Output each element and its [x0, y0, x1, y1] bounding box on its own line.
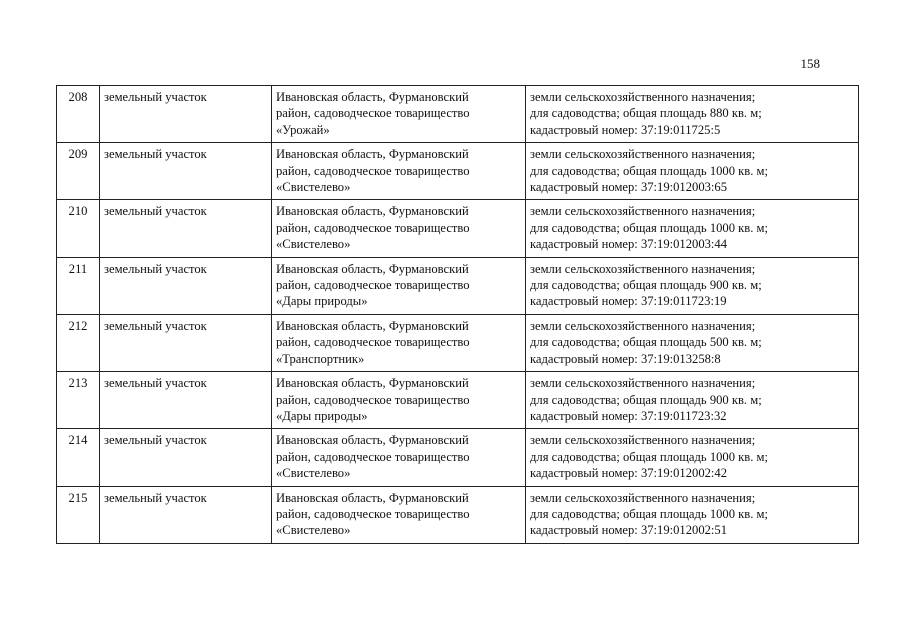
object-type-cell: земельный участок	[100, 314, 272, 371]
plot-details-line: кадастровый номер: 37:19:012002:51	[530, 523, 728, 538]
address-line: район, садоводческое товарищество	[276, 220, 470, 235]
address-line: район, садоводческое товарищество	[276, 106, 470, 121]
address-line: «Свистелево»	[276, 180, 351, 195]
row-number-cell: 215	[57, 486, 100, 543]
address-line: «Дары природы»	[276, 294, 368, 309]
address-line: «Свистелево»	[276, 523, 351, 538]
address-line: район, садоводческое товарищество	[276, 335, 470, 350]
address-cell	[272, 86, 526, 143]
address-line: Ивановская область, Фурмановский	[276, 147, 469, 162]
plot-details-line: земли сельскохозяйственного назначения;	[530, 318, 756, 333]
object-type-cell: земельный участок	[100, 257, 272, 314]
address-cell	[272, 257, 526, 314]
plot-details-line: земли сельскохозяйственного назначения;	[530, 261, 756, 276]
plot-details-line: земли сельскохозяйственного назначения;	[530, 490, 756, 505]
table-row	[57, 429, 859, 486]
address-line: район, садоводческое товарищество	[276, 449, 470, 464]
address-line: район, садоводческое товарищество	[276, 163, 470, 178]
plot-details-cell	[526, 200, 859, 257]
address-line: Ивановская область, Фурмановский	[276, 318, 469, 333]
object-type-cell: земельный участок	[100, 200, 272, 257]
object-type-cell: земельный участок	[100, 486, 272, 543]
row-number-cell: 208	[57, 86, 100, 143]
plot-details-line: для садоводства; общая площадь 900 кв. м;	[530, 278, 762, 293]
object-type-cell: земельный участок	[100, 429, 272, 486]
table-body	[57, 86, 859, 544]
plot-details-line: для садоводства; общая площадь 1000 кв. м;	[530, 220, 768, 235]
address-line: Ивановская область, Фурмановский	[276, 433, 469, 448]
address-line: район, садоводческое товарищество	[276, 392, 470, 407]
row-number-cell: 209	[57, 143, 100, 200]
address-cell	[272, 200, 526, 257]
row-number-cell: 214	[57, 429, 100, 486]
address-cell	[272, 314, 526, 371]
address-line: «Урожай»	[276, 122, 330, 137]
table-row	[57, 257, 859, 314]
page-number: 158	[800, 56, 820, 71]
address-line: «Свистелево»	[276, 466, 351, 481]
plot-details-cell	[526, 86, 859, 143]
address-line: Ивановская область, Фурмановский	[276, 204, 469, 219]
plot-details-cell	[526, 314, 859, 371]
plot-details-line: для садоводства; общая площадь 1000 кв. м;	[530, 163, 768, 178]
address-line: Ивановская область, Фурмановский	[276, 90, 469, 104]
plot-details-line: кадастровый номер: 37:19:012002:42	[530, 466, 728, 481]
plot-details-line: земли сельскохозяйственного назначения;	[530, 204, 756, 219]
table-row	[57, 143, 859, 200]
row-number-cell: 212	[57, 314, 100, 371]
address-line: район, садоводческое товарищество	[276, 278, 470, 293]
plot-details-cell	[526, 486, 859, 543]
object-type-cell: земельный участок	[100, 86, 272, 143]
row-number-cell: 213	[57, 372, 100, 429]
address-cell	[272, 486, 526, 543]
table-row	[57, 86, 859, 143]
plot-details-line: кадастровый номер: 37:19:013258:8	[530, 351, 721, 366]
row-number-cell: 210	[57, 200, 100, 257]
plot-details-line: земли сельскохозяйственного назначения;	[530, 147, 756, 162]
plot-details-line: земли сельскохозяйственного назначения;	[530, 376, 756, 391]
plot-details-line: для садоводства; общая площадь 1000 кв. м;	[530, 449, 768, 464]
table-row	[57, 200, 859, 257]
table-row	[57, 486, 859, 543]
plot-details-line: земли сельскохозяйственного назначения;	[530, 433, 756, 448]
plot-details-line: для садоводства; общая площадь 900 кв. м;	[530, 392, 762, 407]
address-cell	[272, 143, 526, 200]
plot-details-line: для садоводства; общая площадь 500 кв. м;	[530, 335, 762, 350]
object-type-cell: земельный участок	[100, 372, 272, 429]
address-cell	[272, 429, 526, 486]
plot-details-line: кадастровый номер: 37:19:011725:5	[530, 122, 721, 137]
row-number-cell: 211	[57, 257, 100, 314]
plot-details-line: кадастровый номер: 37:19:011723:19	[530, 294, 727, 309]
table-row	[57, 314, 859, 371]
address-line: «Транспортник»	[276, 351, 365, 366]
plot-details-cell	[526, 257, 859, 314]
address-line: Ивановская область, Фурмановский	[276, 376, 469, 391]
address-line: «Дары природы»	[276, 408, 368, 423]
plot-details-cell	[526, 372, 859, 429]
address-line: Ивановская область, Фурмановский	[276, 490, 469, 505]
plot-details-cell	[526, 429, 859, 486]
address-line: Ивановская область, Фурмановский	[276, 261, 469, 276]
address-cell	[272, 372, 526, 429]
table-row	[57, 372, 859, 429]
address-line: район, садоводческое товарищество	[276, 506, 470, 521]
plot-details-line: кадастровый номер: 37:19:012003:44	[530, 237, 728, 252]
object-type-cell: земельный участок	[100, 143, 272, 200]
plot-details-line: для садоводства; общая площадь 1000 кв. м;	[530, 506, 768, 521]
plot-details-line: кадастровый номер: 37:19:012003:65	[530, 180, 728, 195]
plot-details-line: для садоводства; общая площадь 880 кв. м;	[530, 106, 762, 121]
land-plot-table	[56, 85, 859, 544]
plot-details-cell	[526, 143, 859, 200]
address-line: «Свистелево»	[276, 237, 351, 252]
plot-details-line: кадастровый номер: 37:19:011723:32	[530, 408, 727, 423]
plot-details-line: земли сельскохозяйственного назначения;	[530, 90, 756, 104]
